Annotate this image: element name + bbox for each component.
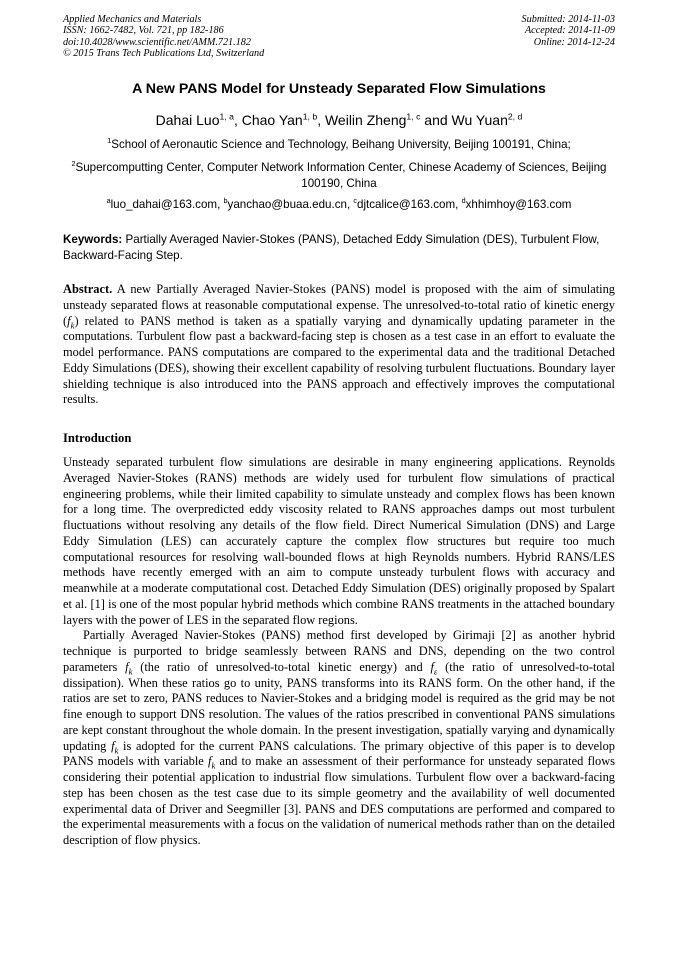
author-list xyxy=(0,112,678,128)
email-marker: b xyxy=(223,196,228,206)
email-address[interactable]: luo_dahai@163.com, xyxy=(110,198,224,211)
issn-info: ISSN: 1662-7482, Vol. 721, pp 182-186 xyxy=(63,25,224,37)
keywords-label: Keywords: xyxy=(63,233,123,246)
author-name: Dahai Luo xyxy=(155,112,220,128)
abstract-section xyxy=(63,282,615,408)
submitted-date: Submitted: 2014-11-03 xyxy=(521,14,615,25)
math-symbol: f xyxy=(207,754,212,769)
affiliation-text: Supercomputting Center, Computer Network Information Center, Chinese Academy of Sciences, Beijing 100190, China xyxy=(75,161,607,190)
abstract-text: A new Partially Averaged Navier-Stokes (PANS) model is proposed with the aim of simulating unsteady separated flows at reasonable computational expense. The unresolved-to-total ratio of kinetic energy ( xyxy=(63,282,615,328)
publication-dates xyxy=(522,14,615,48)
math-subscript: ε xyxy=(433,666,438,677)
author-separator: and xyxy=(420,112,452,128)
math-symbol: f xyxy=(125,659,129,674)
email-marker: c xyxy=(353,196,357,206)
affiliation-marker: 1 xyxy=(107,136,112,146)
keywords-text: Partially Averaged Navier-Stokes (PANS), Detached Eddy Simulation (DES), Turbulent Flow, Backward-Facing Step. xyxy=(63,233,600,262)
author-name: Weilin Zheng xyxy=(324,112,407,128)
author-marker: 1, a xyxy=(219,111,234,122)
author-marker: 1, b xyxy=(302,111,318,122)
section-heading-introduction: Introduction xyxy=(63,431,132,445)
math-subscript: k xyxy=(114,744,119,755)
math-subscript: k xyxy=(128,666,133,677)
paragraph-text: (the ratio of unresolved-to-total kinetic energy) and xyxy=(132,659,431,674)
email-marker: d xyxy=(461,196,466,206)
affiliation-1 xyxy=(63,137,615,153)
copyright-notice: © 2015 Trans Tech Publications Ltd, Switzerland xyxy=(63,47,265,59)
affiliation-marker: 2 xyxy=(71,159,76,169)
math-subscript: k xyxy=(211,760,216,771)
author-marker: 2, d xyxy=(507,111,523,122)
keywords-section xyxy=(63,232,615,263)
affiliation-text: School of Aeronautic Science and Technology, Beihang University, Beijing 100191, China; xyxy=(111,138,571,151)
paper-title: A New PANS Model for Unsteady Separated Flow Simulations xyxy=(132,81,546,97)
journal-name: Applied Mechanics and Materials xyxy=(63,14,202,25)
paragraph-text: is adopted for the current PANS calculations. The primary objective of this paper is to develop PANS models with variable xyxy=(63,738,615,769)
email-list xyxy=(63,197,615,213)
journal-header-info xyxy=(63,14,264,59)
email-address[interactable]: djtcalice@163.com, xyxy=(357,198,462,211)
author-name: Wu Yuan xyxy=(451,112,508,128)
paragraph-text: Partially Averaged Navier-Stokes (PANS) method first developed by Girimaji [2] as another hybrid technique is purported to bridge seamlessly between RANS and DNS, depending on the two control parameters xyxy=(63,628,615,674)
introduction-body xyxy=(63,455,615,849)
author-separator: , xyxy=(317,112,325,128)
paragraph xyxy=(63,628,615,849)
author-marker: 1, c xyxy=(406,111,421,122)
paragraph: Unsteady separated turbulent flow simulations are desirable in many engineering applications. Reynolds Averaged Navier-Stokes (RANS) methods are widely used for turbulent flow simulations of practical engineering problems, while their limited capability to simulate unsteady and complex flows has been known for a long time. The overpredicted eddy viscosity related to RANS approaches damps out most turbulent fluctuations without resolving any details of the flow field. Direct Numerical Simulation (DNS) and Large Eddy Simulation (LES) can accurately capture the complex flow structures but require too much computational resources for resolving wall-bounded flows at high Reynolds numbers. Hybrid RANS/LES methods have recently emerged with an aim to compute unsteady turbulent flows with accuracy and meanwhile at a moderate computational cost. Detached Eddy Simulation (DES) originally proposed by Spalart et al. [1] is one of the most popular hybrid methods which combine RANS treatments in the attached boundary layers with the power of LES in the separated flow regions. xyxy=(63,455,615,627)
abstract-label: Abstract. xyxy=(63,282,113,296)
online-date: Online: 2014-12-24 xyxy=(533,36,615,48)
paragraph-text: and to make an assessment of their performance for unsteady separated flows considering their potential application to industrial flow simulations. Turbulent flow over a backward-facing step has been chosen as the test case due to its simple geometry and the availability of well documented experimental data of Driver and Seegmiller [3]. PANS and DES computations are performed and compared to the experimental measurements with a focus on the validation of numerical methods rather than on the detailed description of flow physics. xyxy=(63,754,615,847)
math-symbol: f xyxy=(111,738,115,753)
email-address[interactable]: yanchao@buaa.edu.cn, xyxy=(227,198,354,211)
paragraph-text: (the ratio of unresolved-to-total dissipation). When these ratios go to unity, PANS transforms into its RANS form. On the other hand, if the ratios are set to zero, PANS reduces to Navier-Stokes and a bridging model is required as the grid may be not fine enough to support DNS resolution. The values of the ratios prescribed in conventional PANS simulations are kept constant throughout the whole domain. In the present investigation, spatially varying and dynamically updating xyxy=(63,659,615,753)
author-name: Chao Yan xyxy=(241,112,303,128)
abstract-text: ) related to PANS method is taken as a spatially varying and dynamically updating parameter in the computations. Turbulent flow past a backward-facing step is chosen as a test case in an effort to evaluate the model performance. PANS computations are compared to the experimental data and the traditional Detached Eddy Simulations (DES), showing their excellent capability of resolving turbulent fluctuations. Boundary layer shielding technique is also introduced into the PANS approach and effectively improves the computational results. xyxy=(63,313,615,407)
math-symbol: f xyxy=(67,313,71,328)
affiliation-2 xyxy=(63,160,615,191)
math-symbol: f xyxy=(430,659,434,674)
email-marker: a xyxy=(106,196,111,206)
math-subscript: k xyxy=(70,319,75,330)
email-address[interactable]: xhhimhoy@163.com xyxy=(465,198,572,211)
doi-link[interactable]: doi:10.4028/www.scientific.net/AMM.721.182 xyxy=(63,36,251,48)
author-separator: , xyxy=(233,112,242,128)
accepted-date: Accepted: 2014-11-09 xyxy=(524,25,615,37)
